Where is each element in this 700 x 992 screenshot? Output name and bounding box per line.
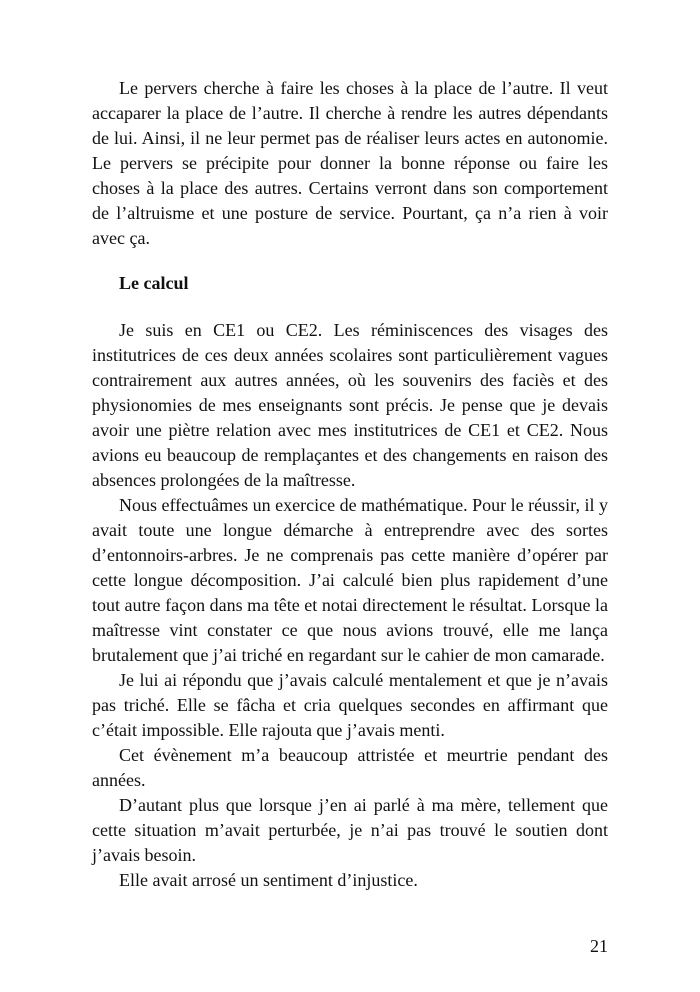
paragraph: Le pervers cherche à faire les choses à la place de l’autre. Il veut accaparer la place de l’autre. Il cherche à rendre les autres dépendants de lui. Ainsi, il ne leur permet pas de réaliser leurs actes en autonomie. Le pervers se précipite pour donner la bonne réponse ou faire les choses à la place des autres. Certains verront dans son comportement de l’altruisme et une posture de service. Pourtant, ça n’a rien à voir avec ça. <box>92 78 608 248</box>
paragraph: Nous effectuâmes un exercice de mathématique. Pour le réussir, il y avait toute une longue démarche à entreprendre avec des sortes d’entonnoirs-arbres. Je ne comprenais pas cette manière d’opérer par cette longue décomposition. J’ai calculé bien plus rapidement d’une tout autre façon dans ma tête et notai directement le résultat. Lorsque la maîtresse vint constater ce que nous avions trouvé, elle me lança brutalement que j’ai triché en regardant sur le cahier de mon camarade. <box>92 495 608 665</box>
paragraph: D’autant plus que lorsque j’en ai parlé à ma mère, tellement que cette situation m’avait perturbée, je n’ai pas trouvé le soutien dont j’avais besoin. <box>92 795 608 865</box>
paragraph: Je lui ai répondu que j’avais calculé mentalement et que je n’avais pas triché. Elle se fâcha et cria quelques secondes en affirmant que c’était impossible. Elle rajouta que j’avais menti. <box>92 670 608 740</box>
paragraph: Elle avait arrosé un sentiment d’injustice. <box>119 870 418 890</box>
page-number: 21 <box>590 936 608 956</box>
paragraph: Je suis en CE1 ou CE2. Les réminiscences des visages des institutrices de ces deux années scolaires sont particulièrement vagues contrairement aux autres années, où les souvenirs des faciès et des physionomies de mes enseignants sont précis. Je pense que je devais avoir une piètre relation avec mes institutrices de CE1 et CE2. Nous avions eu beaucoup de remplaçantes et des changements en raison des absences prolongées de la maîtresse. <box>92 320 608 490</box>
section-le-calcul <box>92 318 608 893</box>
section-intro <box>92 76 608 251</box>
section-heading: Le calcul <box>119 273 189 293</box>
paragraph: Cet évènement m’a beaucoup attristée et meurtrie pendant des années. <box>92 745 608 790</box>
